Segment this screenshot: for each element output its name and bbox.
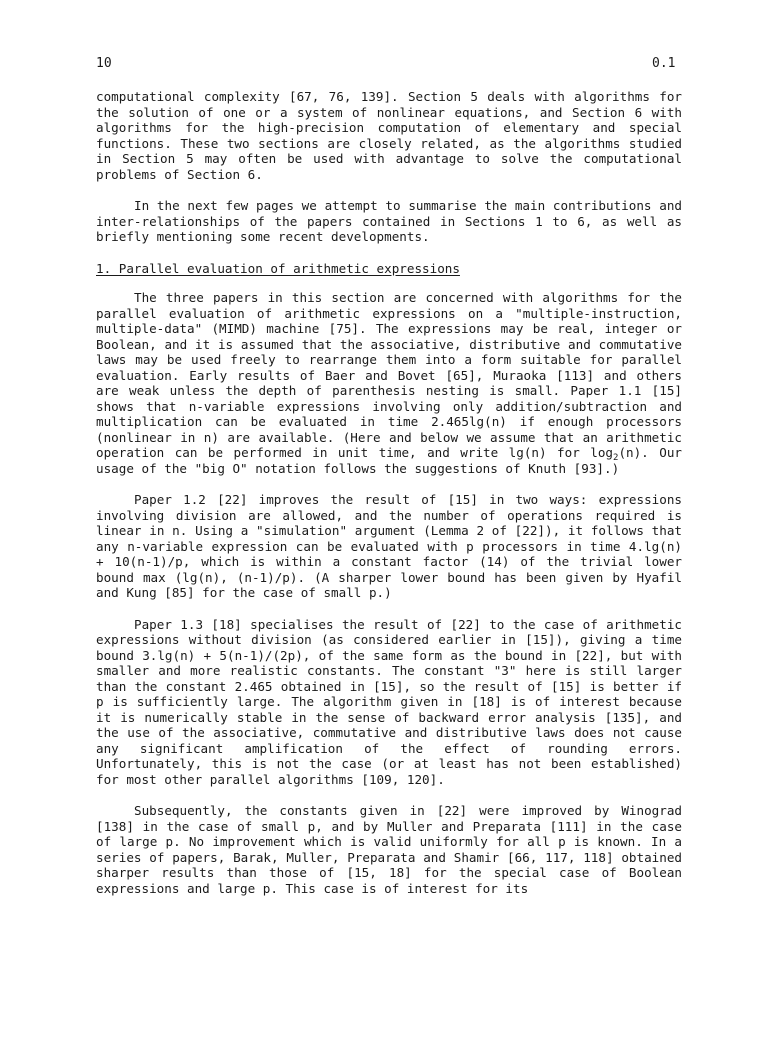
- paragraph-paper-1-3: Paper 1.3 [18] specialises the result of [22] to the case of arithmetic expressions without division (as considered earlier in [15]), giving a time bound 3.lg(n) + 5(n-1)/(2p), of the same form as the bound in [22], but with smaller and more realistic constants. The constant "3" here is still larger than the constant 2.465 obtained in [15], so the result of [15] is better if p is sufficiently large. The algorithm given in [18] is of interest because it is numerically stable in the sense of backward error analysis [135], and the use of the associative, commutative and distributive laws does not cause any significant amplification of the effect of rounding errors. Unfortunately, this is not the case (or at least has not been established) for most other parallel algorithms [109, 120].: [96, 616, 682, 787]
- paragraph-intro-continued: computational complexity [67, 76, 139]. Section 5 deals with algorithms for the solution of one or a system of nonlinear equations, and Section 6 with algorithms for the high-precision computation of elementary and special functions. These two sections are closely related, as the algorithms studied in Section 5 may often be used with advantage to solve the computational problems of Section 6.: [96, 89, 682, 182]
- page-body: [96, 89, 682, 912]
- section-label: 0.1: [652, 56, 676, 71]
- paragraph-paper-1-2: Paper 1.2 [22] improves the result of [15] in two ways: expressions involving division are allowed, and the number of operations required is linear in n. Using a "simulation" argument (Lemma 2 of [22]), it follows that any n-variable expression can be evaluated with p processors in time 4.lg(n) + 10(n-1)/p, which is within a constant factor (14) of the trivial lower bound max (lg(n), (n-1)/p). (A sharper lower bound has been given by Hyafil and Kung [85] for the case of small p.): [96, 492, 682, 600]
- section-heading-parallel-evaluation: 1. Parallel evaluation of arithmetic expressions: [96, 260, 460, 276]
- paragraph-three-papers-tail: (n). Our usage of the "big O" notation follows the suggestions of Knuth [93].): [96, 445, 682, 476]
- paragraph-summary-intro: In the next few pages we attempt to summarise the main contributions and inter-relationships of the papers contained in Sections 1 to 6, as well as briefly mentioning some recent developments.: [96, 198, 682, 244]
- paragraph-three-papers: [96, 290, 682, 476]
- paragraph-three-papers-text: The three papers in this section are concerned with algorithms for the parallel evaluation of arithmetic expressions on a "multiple-instruction, multiple-data" (MIMD) machine [75]. The expressions may be real, integer or Boolean, and it is assumed that the associative, distributive and commutative laws may be used freely to rearrange them into a form suitable for parallel evaluation. Early results of Baer and Bovet [65], Muraoka [113] and others are weak unless the depth of parenthesis nesting is small. Paper 1.1 [15] shows that n-variable expressions involving only addition/subtraction and multiplication can be evaluated in time 2.465lg(n) if enough processors (nonlinear in n) are available. (Here and below we assume that an arithmetic operation can be performed in unit time, and write lg(n) for log: [96, 290, 682, 460]
- paragraph-subsequent-improvements: Subsequently, the constants given in [22] were improved by Winograd [138] in the case of small p, and by Muller and Preparata [111] in the case of large p. No improvement which is valid uniformly for all p is known. In a series of papers, Barak, Muller, Preparata and Shamir [66, 117, 118] obtained sharper results than those of [15, 18] for the special case of Boolean expressions and large p. This case is of interest for its: [96, 803, 682, 896]
- page-number: 10: [96, 56, 112, 71]
- log-base-subscript: 2: [613, 453, 619, 463]
